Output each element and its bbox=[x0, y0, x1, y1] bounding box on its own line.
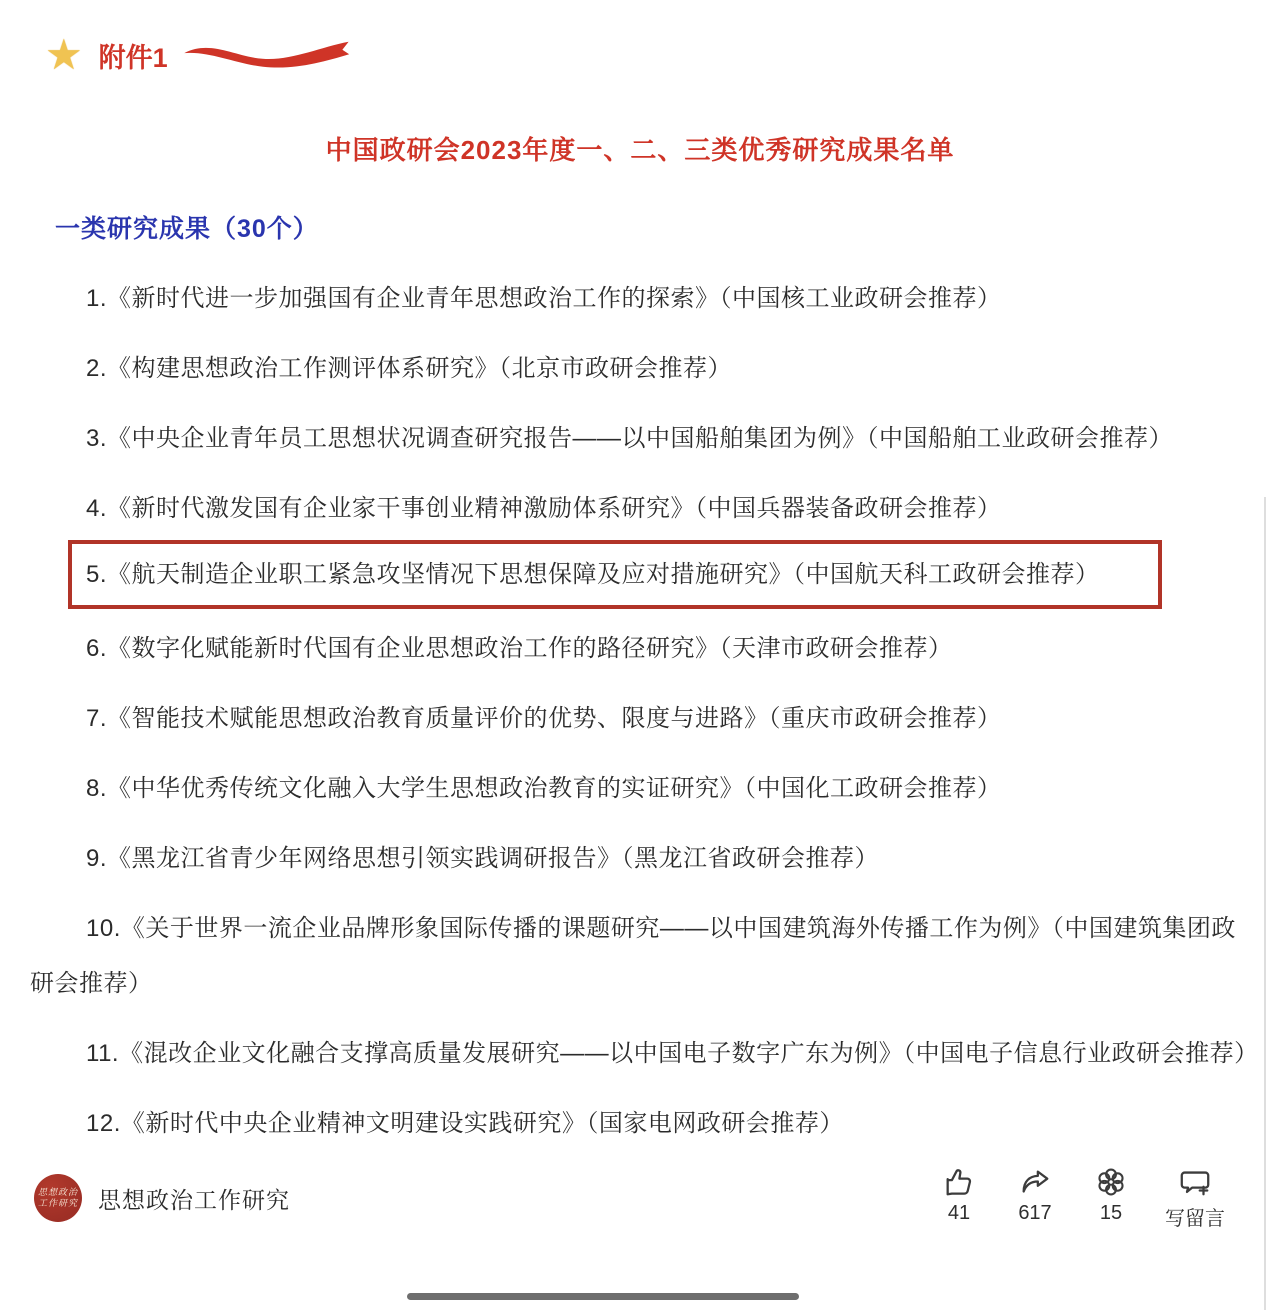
action-bar bbox=[937, 1165, 1225, 1231]
star-icon: ★ bbox=[45, 31, 83, 78]
list-item: 12.《新时代中央企业精神文明建设实践研究》（国家电网政研会推荐） bbox=[86, 1110, 844, 1137]
comment-label: 写留言 bbox=[1165, 1208, 1225, 1230]
list-item: 1.《新时代进一步加强国有企业青年思想政治工作的探索》（中国核工业政研会推荐） bbox=[86, 285, 1002, 312]
list-item: 4.《新时代激发国有企业家干事创业精神激励体系研究》（中国兵器装备政研会推荐） bbox=[86, 495, 1002, 522]
list-item: 7.《智能技术赋能思想政治教育质量评价的优势、限度与进路》（重庆市政研会推荐） bbox=[86, 705, 1002, 732]
share-arrow-icon bbox=[1018, 1165, 1052, 1199]
logo-text: 思想政治 bbox=[37, 1187, 78, 1197]
article-footer bbox=[30, 1166, 1250, 1230]
page-edge-line bbox=[1264, 497, 1266, 1310]
list-item: 9.《黑龙江省青少年网络思想引领实践调研报告》（黑龙江省政研会推荐） bbox=[86, 845, 880, 872]
section-heading: 一类研究成果（30个） bbox=[55, 215, 319, 243]
list-item: 2.《构建思想政治工作测评体系研究》（北京市政研会推荐） bbox=[86, 355, 733, 382]
comment-button[interactable] bbox=[1165, 1165, 1225, 1231]
wow-flower-icon bbox=[1094, 1165, 1128, 1199]
page-title: 中国政研会2023年度一、二、三类优秀研究成果名单 bbox=[325, 135, 955, 165]
ribbon-icon bbox=[182, 35, 352, 69]
like-count: 41 bbox=[947, 1202, 971, 1224]
list-item-highlighted: 5.《航天制造企业职工紧急攻坚情况下思想保障及应对措施研究》（中国航天科工政研会推荐） bbox=[86, 561, 1100, 588]
attachment-label: 附件1 bbox=[98, 42, 168, 73]
home-indicator[interactable] bbox=[407, 1293, 799, 1300]
list-item: 6.《数字化赋能新时代国有企业思想政治工作的路径研究》（天津市政研会推荐） bbox=[86, 635, 953, 662]
account-name[interactable]: 思想政治工作研究 bbox=[98, 1186, 290, 1213]
like-button[interactable] bbox=[937, 1165, 981, 1225]
list-item: 10.《关于世界一流企业品牌形象国际传播的课题研究——以中国建筑海外传播工作为例》（中国建筑集团政研会推荐） bbox=[30, 915, 1236, 997]
account-avatar[interactable] bbox=[34, 1174, 82, 1222]
list-item: 11.《混改企业文化融合支撑高质量发展研究——以中国电子数字广东为例》（中国电子信息行业政研会推荐） bbox=[86, 1040, 1259, 1067]
logo-text: 工作研究 bbox=[37, 1198, 78, 1208]
list-item: 3.《中央企业青年员工思想状况调查研究报告——以中国船舶集团为例》（中国船舶工业政研会推荐） bbox=[86, 425, 1174, 452]
attachment-header bbox=[30, 0, 1250, 76]
wow-button[interactable] bbox=[1089, 1165, 1133, 1225]
list-item: 8.《中华优秀传统文化融入大学生思想政治教育的实证研究》（中国化工政研会推荐） bbox=[86, 775, 1002, 802]
share-button[interactable] bbox=[1013, 1165, 1057, 1225]
result-list bbox=[30, 271, 1259, 1151]
share-count: 617 bbox=[1018, 1202, 1052, 1224]
wow-count: 15 bbox=[1099, 1202, 1123, 1224]
comment-bubble-icon bbox=[1178, 1165, 1212, 1199]
highlight-box bbox=[68, 540, 1162, 609]
thumbs-up-icon bbox=[942, 1165, 976, 1199]
